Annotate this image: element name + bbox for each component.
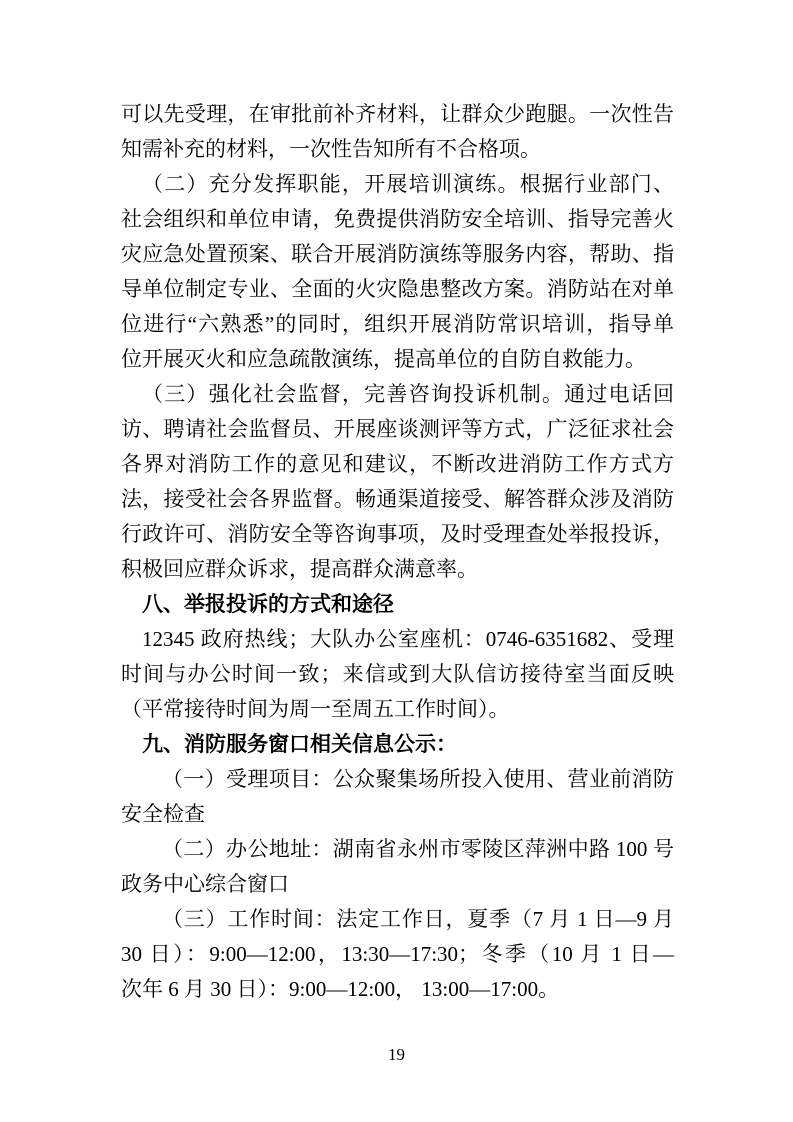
text-line: 12345 政府热线；大队办公室座机：0746-6351682、受理 bbox=[142, 627, 674, 651]
text-line: 行政许可、消防安全等咨询事项，及时受理查处举报投诉， bbox=[121, 522, 674, 546]
text-line: （三）工作时间：法定工作日，夏季（7 月 1 日—9 月 bbox=[162, 907, 674, 931]
text-line: 知需补充的材料，一次性告知所有不合格项。 bbox=[121, 137, 541, 161]
text-line: （二）办公地址：湖南省永州市零陵区萍洲中路 100 号 bbox=[162, 837, 674, 861]
item-accepted-project bbox=[121, 762, 674, 832]
text-line: 政务中心综合窗口 bbox=[121, 872, 289, 896]
text-line: 安全检查 bbox=[121, 802, 205, 826]
text-line: 位开展灭火和应急疏散演练，提高单位的自防自救能力。 bbox=[121, 347, 646, 371]
text-line: 社会组织和单位申请，免费提供消防安全培训、指导完善火 bbox=[121, 207, 674, 231]
paragraph-supervision bbox=[121, 377, 674, 587]
text-line: 可以先受理，在审批前补齐材料，让群众少跑腿。一次性告 bbox=[121, 102, 674, 126]
text-line: 导单位制定专业、全面的火灾隐患整改方案。消防站在对单 bbox=[121, 277, 674, 301]
item-working-hours bbox=[121, 902, 674, 1007]
text-line: （二）充分发挥职能，开展培训演练。根据行业部门、 bbox=[142, 172, 674, 196]
section-heading-service-window: 九、消防服务窗口相关信息公示： bbox=[142, 733, 457, 756]
paragraph-training bbox=[121, 167, 674, 377]
paragraph-report-channels bbox=[121, 622, 674, 727]
text-line: 时间与办公时间一致；来信或到大队信访接待室当面反映 bbox=[121, 662, 674, 686]
text-line: （平常接待时间为周一至周五工作时间）。 bbox=[121, 697, 510, 721]
text-line: （三）强化社会监督，完善咨询投诉机制。通过电话回 bbox=[142, 382, 674, 406]
text-line: 位进行“六熟悉”的同时，组织开展消防常识培训，指导单 bbox=[121, 312, 674, 336]
section-heading-report: 八、举报投诉的方式和途径 bbox=[142, 593, 394, 616]
text-line: 法，接受社会各界监督。畅通渠道接受、解答群众涉及消防 bbox=[121, 487, 674, 511]
text-line: 访、聘请社会监督员、开展座谈测评等方式，广泛征求社会 bbox=[121, 417, 674, 441]
text-line: 积极回应群众诉求，提高群众满意率。 bbox=[121, 557, 478, 581]
paragraph-continued bbox=[121, 97, 674, 167]
text-line: 次年 6 月 30 日）：9:00—12:00， 13:00—17:00。 bbox=[121, 977, 560, 1001]
text-line: （一）受理项目：公众聚集场所投入使用、营业前消防 bbox=[162, 767, 674, 791]
item-office-address bbox=[121, 832, 674, 902]
text-line: 30 日）：9:00—12:00，13:30—17:30；冬季（10 月 1 日— bbox=[121, 942, 674, 966]
document-body bbox=[121, 97, 674, 1007]
page-number: 19 bbox=[388, 1045, 405, 1064]
text-line: 各界对消防工作的意见和建议，不断改进消防工作方式方 bbox=[121, 452, 674, 476]
text-line: 灾应急处置预案、联合开展消防演练等服务内容，帮助、指 bbox=[121, 242, 674, 266]
